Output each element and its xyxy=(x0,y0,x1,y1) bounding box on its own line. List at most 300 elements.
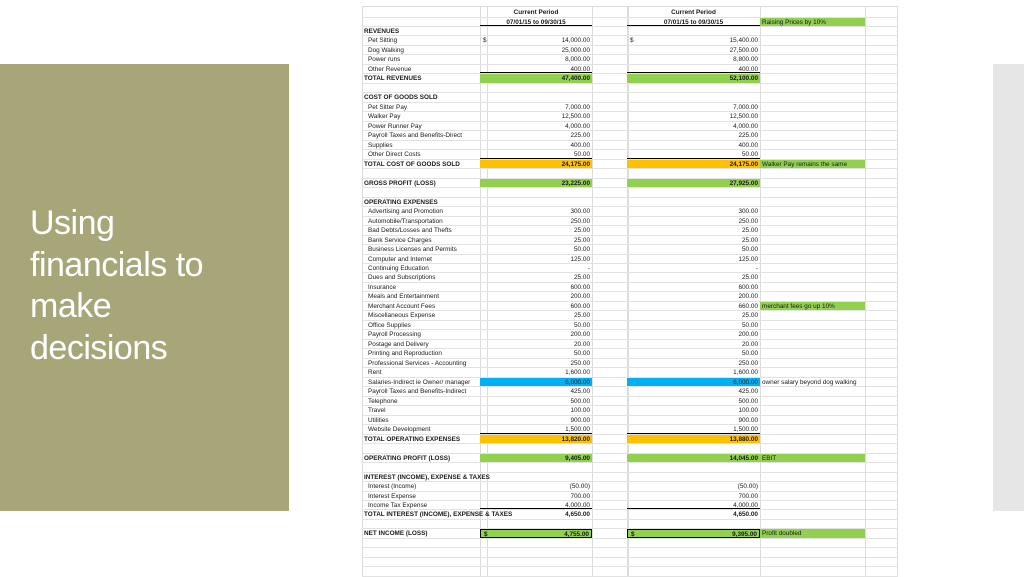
amount-value: 25.00 xyxy=(574,236,590,244)
right-edge-bar xyxy=(993,64,1024,511)
amount-value: 500.00 xyxy=(570,397,590,405)
row-label: TOTAL OPERATING EXPENSES xyxy=(364,435,461,443)
amount-value: 6,000.00 xyxy=(733,378,758,386)
table-row xyxy=(362,55,898,64)
table-row xyxy=(362,188,898,197)
amount-value: 12,500.00 xyxy=(561,113,590,121)
amount-value: 4,000.00 xyxy=(733,122,758,130)
period1-amount xyxy=(480,255,592,263)
period2-amount xyxy=(627,330,760,338)
period1-amount xyxy=(480,454,592,462)
table-row xyxy=(362,245,898,254)
row-label: Pet Sitter Pay xyxy=(368,103,408,111)
amount-value: 225.00 xyxy=(738,132,758,140)
table-row xyxy=(362,264,898,273)
row-label: Rent xyxy=(368,369,382,377)
row-label: Automobile/Transportation xyxy=(368,217,443,225)
row-label xyxy=(363,169,481,177)
amount-value: (50.00) xyxy=(737,483,758,491)
income-statement-sheet xyxy=(362,6,898,577)
period2-amount xyxy=(627,501,760,509)
table-row xyxy=(362,406,898,415)
period1-amount xyxy=(480,492,592,500)
table-row xyxy=(362,141,898,150)
period1-amount xyxy=(480,387,592,395)
amount-value: 400.00 xyxy=(570,141,590,149)
amount-value: 100.00 xyxy=(738,407,758,415)
row-label: Supplies xyxy=(368,141,393,149)
table-row xyxy=(362,558,898,567)
slide-title xyxy=(30,203,280,369)
row-label: Interest (Income) xyxy=(368,483,417,491)
amount-value: 9,395.00 xyxy=(732,531,757,539)
amount-value: 1,600.00 xyxy=(733,369,758,377)
amount-value: 25.00 xyxy=(742,312,758,320)
period2-amount xyxy=(627,255,760,263)
row-label: Power runs xyxy=(368,56,401,64)
table-row xyxy=(362,93,898,102)
period1-amount xyxy=(480,264,592,272)
row-label: Professional Services - Accounting xyxy=(368,359,467,367)
row-label: COST OF GOODS SOLD xyxy=(364,94,438,102)
row-label: Bank Service Charges xyxy=(368,236,432,244)
table-row xyxy=(362,65,898,74)
table-row xyxy=(362,463,898,472)
amount-value: 250.00 xyxy=(570,359,590,367)
amount-value: 25.00 xyxy=(574,227,590,235)
row-label xyxy=(363,539,481,547)
period2-amount xyxy=(627,273,760,281)
period1-amount xyxy=(480,141,592,149)
row-label: Computer and Internet xyxy=(368,255,432,263)
amount-value: 700.00 xyxy=(570,492,590,500)
amount-value: 27,500.00 xyxy=(729,46,758,54)
table-row xyxy=(362,473,898,482)
period1-amount xyxy=(480,368,592,376)
row-label: INTEREST (INCOME), EXPENSE & TAXES xyxy=(364,473,490,481)
gap-cell xyxy=(592,454,627,462)
amount-value: 25.00 xyxy=(574,312,590,320)
period2-amount xyxy=(627,226,760,234)
table-row xyxy=(362,378,898,387)
row-label: Other Direct Costs xyxy=(368,151,421,159)
row-label: Miscellaneous Expense xyxy=(368,312,436,320)
amount-value: 27,925.00 xyxy=(729,179,758,187)
amount-value: 25.00 xyxy=(742,274,758,282)
period2-amount xyxy=(627,141,760,149)
table-row xyxy=(362,160,898,169)
period1-amount xyxy=(480,46,592,54)
dollar-sign: $ xyxy=(483,37,487,45)
table-row xyxy=(362,416,898,425)
table-row xyxy=(362,217,898,226)
table-row xyxy=(362,548,898,557)
col2-header-line1: Current Period xyxy=(671,9,716,16)
period2-amount xyxy=(627,74,760,82)
row-label: Interest Expense xyxy=(368,492,416,500)
row-label: NET INCOME (LOSS) xyxy=(364,530,428,538)
amount-value: 50.00 xyxy=(574,321,590,329)
amount-value: 4,650.00 xyxy=(733,511,758,519)
period1-amount xyxy=(480,311,592,319)
amount-value: 700.00 xyxy=(738,492,758,500)
period2-amount xyxy=(627,36,760,44)
period2-amount xyxy=(627,311,760,319)
row-label: Walker Pay xyxy=(368,113,401,121)
period2-amount xyxy=(627,160,760,168)
amount-value: 50.00 xyxy=(742,151,758,159)
period1-amount xyxy=(480,112,592,120)
amount-value: 500.00 xyxy=(738,397,758,405)
period2-amount xyxy=(627,65,760,73)
period1-amount xyxy=(480,425,592,433)
amount-value: 25.00 xyxy=(742,227,758,235)
amount-value: 8,000.00 xyxy=(565,56,590,64)
slide-title-line: financials to xyxy=(30,245,204,284)
amount-value: 20.00 xyxy=(742,340,758,348)
amount-value: 47,400.00 xyxy=(561,75,590,83)
table-row xyxy=(362,236,898,245)
amount-value: - xyxy=(587,265,590,272)
amount-value: 25.00 xyxy=(742,236,758,244)
table-row xyxy=(362,340,898,349)
period2-amount xyxy=(627,112,760,120)
amount-value: 250.00 xyxy=(738,217,758,225)
amount-value: 50.00 xyxy=(574,246,590,254)
row-label: OPERATING EXPENSES xyxy=(364,198,438,206)
period1-amount xyxy=(480,74,592,82)
period2-amount xyxy=(627,435,760,443)
period1-amount xyxy=(480,510,592,518)
table-row xyxy=(362,510,898,519)
row-label: Merchant Account Fees xyxy=(368,302,436,310)
period1-amount xyxy=(480,397,592,405)
header-row-1 xyxy=(362,8,898,18)
period2-amount xyxy=(627,264,760,272)
table-row xyxy=(362,255,898,264)
amount-value: 52,100.00 xyxy=(729,75,758,83)
period1-amount xyxy=(480,179,592,187)
amount-value: 600.00 xyxy=(570,302,590,310)
amount-value: 12,500.00 xyxy=(729,113,758,121)
table-row xyxy=(362,311,898,320)
amount-value: 200.00 xyxy=(738,331,758,339)
amount-value: 8,800.00 xyxy=(733,56,758,64)
slide-title-line: make xyxy=(30,287,112,325)
amount-value: 425.00 xyxy=(570,388,590,396)
amount-value: 14,045.00 xyxy=(729,454,758,462)
table-row xyxy=(362,226,898,235)
row-label xyxy=(363,188,481,196)
period1-amount xyxy=(480,406,592,414)
row-label: Salaries-Indirect ie Owner/ manager xyxy=(368,378,471,386)
header-note: Raising Prices by 10% xyxy=(760,18,865,27)
table-row xyxy=(362,425,898,434)
period2-amount xyxy=(627,283,760,291)
row-label xyxy=(363,463,481,471)
row-note: EBIT xyxy=(760,454,865,462)
amount-value: 425.00 xyxy=(738,388,758,396)
table-row xyxy=(362,84,898,93)
period2-amount xyxy=(627,217,760,225)
period1-amount xyxy=(480,378,592,386)
row-label: Telephone xyxy=(368,397,398,405)
period2-amount xyxy=(627,292,760,300)
amount-value: 50.00 xyxy=(574,350,590,358)
row-label xyxy=(363,84,481,92)
period2-amount xyxy=(627,529,760,537)
amount-value: 400.00 xyxy=(738,141,758,149)
gap-cell xyxy=(592,160,627,168)
table-row xyxy=(362,529,898,538)
row-label: Payroll Processing xyxy=(368,331,421,339)
period1-amount xyxy=(480,435,592,443)
row-label: Meals and Entertainment xyxy=(368,293,440,301)
amount-value: 1,500.00 xyxy=(733,426,758,434)
row-label: Other Revenue xyxy=(368,65,412,73)
row-label: REVENUES xyxy=(364,28,400,35)
period1-amount xyxy=(480,131,592,139)
period2-amount xyxy=(627,368,760,376)
period2-amount xyxy=(627,245,760,253)
table-row xyxy=(362,482,898,491)
table-row xyxy=(362,273,898,282)
amount-value: 25.00 xyxy=(574,274,590,282)
amount-value: 200.00 xyxy=(738,293,758,301)
amount-value: 24,175.00 xyxy=(729,160,758,168)
slide-title-line: decisions xyxy=(30,328,168,367)
period1-amount xyxy=(480,226,592,234)
period2-amount xyxy=(627,416,760,424)
table-row xyxy=(362,539,898,548)
amount-value: - xyxy=(755,265,758,272)
amount-value: 600.00 xyxy=(570,283,590,291)
table-row xyxy=(362,330,898,339)
col1-header-line1: Current Period xyxy=(513,9,559,16)
col1-header-line2: 07/01/15 to 09/30/15 xyxy=(480,18,592,27)
period2-amount xyxy=(627,207,760,215)
period2-amount xyxy=(627,454,760,462)
gap-cell xyxy=(592,378,627,386)
period1-amount xyxy=(480,217,592,225)
period1-amount xyxy=(480,55,592,63)
period1-amount xyxy=(480,36,592,44)
period1-amount xyxy=(480,359,592,367)
row-label: TOTAL REVENUES xyxy=(364,75,422,83)
gap-cell xyxy=(592,529,627,537)
table-row xyxy=(362,103,898,112)
row-label: TOTAL INTEREST (INCOME), EXPENSE & TAXES xyxy=(364,511,513,519)
table-row xyxy=(362,74,898,83)
row-label: Travel xyxy=(368,407,386,415)
amount-value: 14,000.00 xyxy=(561,37,590,45)
period2-amount xyxy=(627,387,760,395)
amount-value: 400.00 xyxy=(738,65,758,73)
row-label: TOTAL COST OF GOODS SOLD xyxy=(364,160,460,168)
amount-value: 1,600.00 xyxy=(565,369,590,377)
period1-amount xyxy=(480,236,592,244)
amount-value: 4,000.00 xyxy=(565,502,590,509)
period1-amount xyxy=(480,207,592,215)
period2-amount xyxy=(627,397,760,405)
amount-value: 200.00 xyxy=(570,293,590,301)
slide-title-line: Using xyxy=(30,204,115,242)
row-label xyxy=(363,558,481,566)
amount-value: 25,000.00 xyxy=(561,46,590,54)
gap-cell xyxy=(592,435,627,443)
period1-amount xyxy=(480,292,592,300)
period1-amount xyxy=(480,150,592,158)
period1-amount xyxy=(480,340,592,348)
row-label xyxy=(363,548,481,556)
amount-value: 7,000.00 xyxy=(733,103,758,111)
amount-value: 9,405.00 xyxy=(565,454,590,462)
period1-amount xyxy=(480,482,592,490)
amount-value: 660.00 xyxy=(738,302,758,310)
amount-value: 50.00 xyxy=(742,246,758,254)
row-label: Dues and Subscriptions xyxy=(368,274,436,282)
period2-amount xyxy=(627,321,760,329)
amount-value: 24,175.00 xyxy=(561,160,590,168)
period2-amount xyxy=(627,492,760,500)
row-label: Payroll Taxes and Benefits-Indirect xyxy=(368,388,467,396)
amount-value: 50.00 xyxy=(742,321,758,329)
col2-header-line2: 07/01/15 to 09/30/15 xyxy=(627,18,760,27)
period1-amount xyxy=(480,283,592,291)
table-row xyxy=(362,359,898,368)
amount-value: 100.00 xyxy=(570,407,590,415)
row-label: Office Supplies xyxy=(368,321,411,329)
row-label: Dog Walking xyxy=(368,46,404,54)
row-label: GROSS PROFIT (LOSS) xyxy=(364,179,436,187)
row-label: Payroll Taxes and Benefits-Direct xyxy=(368,132,463,140)
amount-value: 1,500.00 xyxy=(565,426,590,434)
dollar-sign: $ xyxy=(631,531,635,539)
period2-amount xyxy=(627,236,760,244)
amount-value: 23,225.00 xyxy=(561,179,590,187)
period1-amount xyxy=(480,321,592,329)
row-label: Utilities xyxy=(368,416,389,424)
amount-value: 4,000.00 xyxy=(565,122,590,130)
table-row xyxy=(362,122,898,131)
amount-value: 4,755.00 xyxy=(564,531,589,539)
table-row xyxy=(362,131,898,140)
table-row xyxy=(362,492,898,501)
row-note: owner salary beyond dog walking xyxy=(762,378,857,386)
table-row xyxy=(362,368,898,377)
row-label: Business Licenses and Permits xyxy=(368,246,457,254)
row-label: Continuing Education xyxy=(368,265,429,272)
period2-amount xyxy=(627,340,760,348)
dollar-sign: $ xyxy=(630,37,634,45)
period2-amount xyxy=(627,55,760,63)
amount-value: 300.00 xyxy=(570,208,590,216)
row-note: Walker Pay remains the same xyxy=(760,160,865,168)
period2-amount xyxy=(627,150,760,158)
amount-value: 13,820.00 xyxy=(561,435,590,443)
table-row xyxy=(362,150,898,159)
period1-amount xyxy=(480,65,592,73)
amount-value: 900.00 xyxy=(570,416,590,424)
amount-value: 50.00 xyxy=(742,350,758,358)
row-label: Postage and Delivery xyxy=(368,340,429,348)
amount-value: 50.00 xyxy=(574,151,590,159)
row-label xyxy=(363,520,481,528)
period1-amount xyxy=(480,330,592,338)
period1-amount xyxy=(480,302,592,310)
period1-amount xyxy=(480,529,592,537)
row-label: Website Development xyxy=(368,426,431,434)
row-label: Advertising and Promotion xyxy=(368,208,443,216)
period2-amount xyxy=(627,302,760,310)
period1-amount xyxy=(480,273,592,281)
table-row xyxy=(362,349,898,358)
amount-value: 600.00 xyxy=(738,283,758,291)
table-row xyxy=(362,444,898,453)
gap-cell xyxy=(592,179,627,187)
amount-value: (50.00) xyxy=(569,483,590,491)
amount-value: 15,400.00 xyxy=(729,37,758,45)
amount-value: 4,650.00 xyxy=(565,511,590,519)
amount-value: 6,000.00 xyxy=(565,378,590,386)
table-row xyxy=(362,435,898,444)
period2-amount xyxy=(627,510,760,518)
row-note: merchant fees go up 10% xyxy=(760,302,865,310)
row-label xyxy=(363,444,481,452)
period1-amount xyxy=(480,416,592,424)
period2-amount xyxy=(627,378,760,386)
table-row xyxy=(362,454,898,463)
period2-amount xyxy=(627,179,760,187)
amount-value: 250.00 xyxy=(570,217,590,225)
amount-value: 13,880.00 xyxy=(729,435,758,443)
period1-amount xyxy=(480,245,592,253)
amount-value: 125.00 xyxy=(738,255,758,263)
row-note: Profit doubled xyxy=(760,529,865,537)
table-row xyxy=(362,112,898,121)
dollar-sign: $ xyxy=(484,531,488,539)
table-row xyxy=(362,198,898,207)
period2-amount xyxy=(627,122,760,130)
period2-amount xyxy=(627,349,760,357)
table-row xyxy=(362,36,898,45)
table-row xyxy=(362,321,898,330)
period1-amount xyxy=(480,103,592,111)
period2-amount xyxy=(627,359,760,367)
table-row xyxy=(362,501,898,510)
amount-value: 20.00 xyxy=(574,340,590,348)
row-label: Bad Debts/Losses and Thefts xyxy=(368,227,452,235)
table-row xyxy=(362,169,898,178)
row-label: OPERATING PROFIT (LOSS) xyxy=(364,454,451,462)
row-label xyxy=(363,567,481,575)
row-label: Printing and Reproduction xyxy=(368,350,442,358)
amount-value: 125.00 xyxy=(570,255,590,263)
table-row xyxy=(362,27,898,36)
table-row xyxy=(362,567,898,576)
period2-amount xyxy=(627,425,760,433)
table-row xyxy=(362,179,898,188)
amount-value: 200.00 xyxy=(570,331,590,339)
period2-amount xyxy=(627,131,760,139)
amount-value: 300.00 xyxy=(738,208,758,216)
row-label: Pet Sitting xyxy=(368,37,398,45)
table-row xyxy=(362,397,898,406)
period1-amount xyxy=(480,349,592,357)
header-row-2 xyxy=(362,18,898,28)
row-label: Income Tax Expense xyxy=(368,502,428,509)
table-row xyxy=(362,283,898,292)
